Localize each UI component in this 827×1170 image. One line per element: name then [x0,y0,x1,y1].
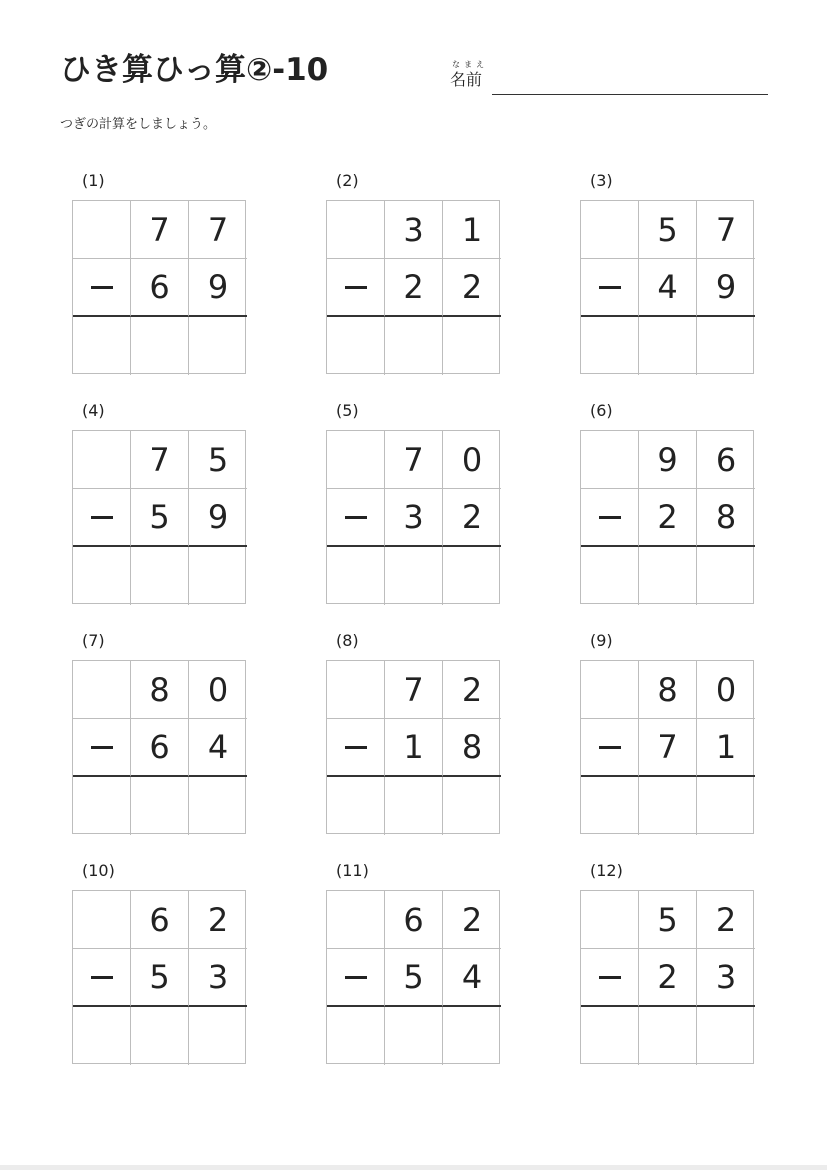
problem-number: (3) [590,171,613,190]
subtrahend-digit-cell: 8 [697,489,755,547]
answer-cell[interactable] [131,547,189,605]
answer-cell[interactable] [131,1007,189,1065]
answer-cell[interactable] [327,1007,385,1065]
subtrahend-digit-cell: 1 [697,719,755,777]
problem [72,860,272,1070]
problem-number: (9) [590,631,613,650]
subtrahend-digit-cell: 9 [189,489,247,547]
operator-cell [327,949,385,1007]
operator-cell [581,489,639,547]
problem-grid [326,660,500,834]
minuend-digit-cell: 0 [697,661,755,719]
operator-cell [73,719,131,777]
answer-cell[interactable] [327,777,385,835]
minuend-digit-cell: 0 [443,431,501,489]
minuend-digit-cell [73,891,131,949]
problem-grid [326,890,500,1064]
minuend-digit-cell: 2 [443,891,501,949]
minuend-digit-cell: 3 [385,201,443,259]
minus-sign-icon [91,746,113,749]
subtrahend-digit-cell: 8 [443,719,501,777]
answer-cell[interactable] [639,547,697,605]
page-bottom-edge [0,1165,827,1170]
subtrahend-digit-cell: 2 [443,259,501,317]
minuend-digit-cell: 8 [131,661,189,719]
problem [326,860,526,1070]
subtrahend-digit-cell: 5 [131,949,189,1007]
problem-number: (10) [82,861,115,880]
problem-number: (8) [336,631,359,650]
minus-sign-icon [345,976,367,979]
answer-cell[interactable] [327,547,385,605]
answer-cell[interactable] [697,777,755,835]
subtrahend-digit-cell: 9 [697,259,755,317]
answer-cell[interactable] [581,547,639,605]
operator-cell [581,259,639,317]
name-field [450,60,770,100]
minus-sign-icon [91,286,113,289]
minuend-digit-cell: 7 [385,431,443,489]
problem-number: (1) [82,171,105,190]
minuend-digit-cell: 6 [131,891,189,949]
minuend-digit-cell: 7 [697,201,755,259]
subtrahend-digit-cell: 3 [697,949,755,1007]
answer-cell[interactable] [327,317,385,375]
answer-cell[interactable] [443,777,501,835]
minuend-digit-cell [73,201,131,259]
answer-cell[interactable] [131,317,189,375]
minuend-digit-cell [73,431,131,489]
worksheet-title: ひき算ひっ算②-10 [60,52,329,88]
answer-cell[interactable] [443,317,501,375]
minuend-digit-cell [581,661,639,719]
answer-cell[interactable] [581,1007,639,1065]
answer-cell[interactable] [697,317,755,375]
minuend-digit-cell: 1 [443,201,501,259]
subtrahend-digit-cell: 6 [131,719,189,777]
problem-grid [326,430,500,604]
problem-number: (6) [590,401,613,420]
subtrahend-digit-cell: 5 [385,949,443,1007]
minus-sign-icon [599,976,621,979]
minus-sign-icon [345,286,367,289]
minus-sign-icon [599,286,621,289]
subtrahend-digit-cell: 3 [189,949,247,1007]
answer-cell[interactable] [697,547,755,605]
minuend-digit-cell [73,661,131,719]
problem-grid [72,890,246,1064]
problem [326,170,526,380]
answer-cell[interactable] [385,777,443,835]
problem [326,630,526,840]
problem-grid [326,200,500,374]
minuend-digit-cell [581,891,639,949]
answer-cell[interactable] [73,1007,131,1065]
minuend-digit-cell: 8 [639,661,697,719]
answer-cell[interactable] [385,547,443,605]
minuend-digit-cell: 7 [385,661,443,719]
problem-number: (7) [82,631,105,650]
answer-cell[interactable] [73,777,131,835]
subtrahend-digit-cell: 4 [443,949,501,1007]
subtrahend-digit-cell: 4 [639,259,697,317]
answer-cell[interactable] [385,317,443,375]
minuend-digit-cell: 7 [189,201,247,259]
minus-sign-icon [345,746,367,749]
name-write-line[interactable] [492,94,768,95]
problem-grid [72,200,246,374]
minuend-digit-cell: 6 [385,891,443,949]
minuend-digit-cell: 5 [639,891,697,949]
problem-grid [72,660,246,834]
problem [580,170,780,380]
problem-grid [580,200,754,374]
minus-sign-icon [91,976,113,979]
answer-cell[interactable] [73,317,131,375]
minuend-digit-cell: 2 [189,891,247,949]
answer-cell[interactable] [189,777,247,835]
instruction-text: つぎの計算をしましょう。 [60,117,217,132]
operator-cell [581,719,639,777]
subtrahend-digit-cell: 2 [639,949,697,1007]
subtrahend-digit-cell: 6 [131,259,189,317]
minuend-digit-cell [327,661,385,719]
answer-cell[interactable] [697,1007,755,1065]
subtrahend-digit-cell: 9 [189,259,247,317]
minuend-digit-cell: 9 [639,431,697,489]
minus-sign-icon [599,516,621,519]
name-label: 名前 [450,70,483,89]
subtrahend-digit-cell: 2 [639,489,697,547]
problem [72,400,272,610]
problem-number: (4) [82,401,105,420]
minuend-digit-cell: 7 [131,201,189,259]
answer-cell[interactable] [443,1007,501,1065]
problem [580,400,780,610]
problem-number: (12) [590,861,623,880]
minuend-digit-cell [327,431,385,489]
operator-cell [581,949,639,1007]
minuend-digit-cell: 0 [189,661,247,719]
name-ruby: なまえ [452,60,488,69]
subtrahend-digit-cell: 5 [131,489,189,547]
problem-number: (2) [336,171,359,190]
minuend-digit-cell: 7 [131,431,189,489]
answer-cell[interactable] [189,317,247,375]
subtrahend-digit-cell: 2 [443,489,501,547]
minuend-digit-cell [327,891,385,949]
minuend-digit-cell: 2 [697,891,755,949]
problem [72,170,272,380]
answer-cell[interactable] [581,777,639,835]
minuend-digit-cell: 5 [189,431,247,489]
problem-grid [580,660,754,834]
minuend-digit-cell: 5 [639,201,697,259]
subtrahend-digit-cell: 2 [385,259,443,317]
answer-cell[interactable] [581,317,639,375]
answer-cell[interactable] [639,1007,697,1065]
minuend-digit-cell [581,431,639,489]
minuend-digit-cell [327,201,385,259]
minus-sign-icon [599,746,621,749]
answer-cell[interactable] [131,777,189,835]
answer-cell[interactable] [639,777,697,835]
problem [72,630,272,840]
subtrahend-digit-cell: 1 [385,719,443,777]
problem-grid [580,890,754,1064]
problem-number: (5) [336,401,359,420]
answer-cell[interactable] [189,1007,247,1065]
operator-cell [73,949,131,1007]
minuend-digit-cell: 2 [443,661,501,719]
problem [580,630,780,840]
answer-cell[interactable] [189,547,247,605]
minuend-digit-cell [581,201,639,259]
subtrahend-digit-cell: 3 [385,489,443,547]
problem-number: (11) [336,861,369,880]
problem [580,860,780,1070]
minus-sign-icon [345,516,367,519]
subtrahend-digit-cell: 4 [189,719,247,777]
problem-grid [580,430,754,604]
operator-cell [327,259,385,317]
answer-cell[interactable] [443,547,501,605]
operator-cell [73,259,131,317]
answer-cell[interactable] [73,547,131,605]
problem [326,400,526,610]
operator-cell [73,489,131,547]
answer-cell[interactable] [385,1007,443,1065]
minuend-digit-cell: 6 [697,431,755,489]
answer-cell[interactable] [639,317,697,375]
operator-cell [327,489,385,547]
operator-cell [327,719,385,777]
minus-sign-icon [91,516,113,519]
problem-grid [72,430,246,604]
subtrahend-digit-cell: 7 [639,719,697,777]
